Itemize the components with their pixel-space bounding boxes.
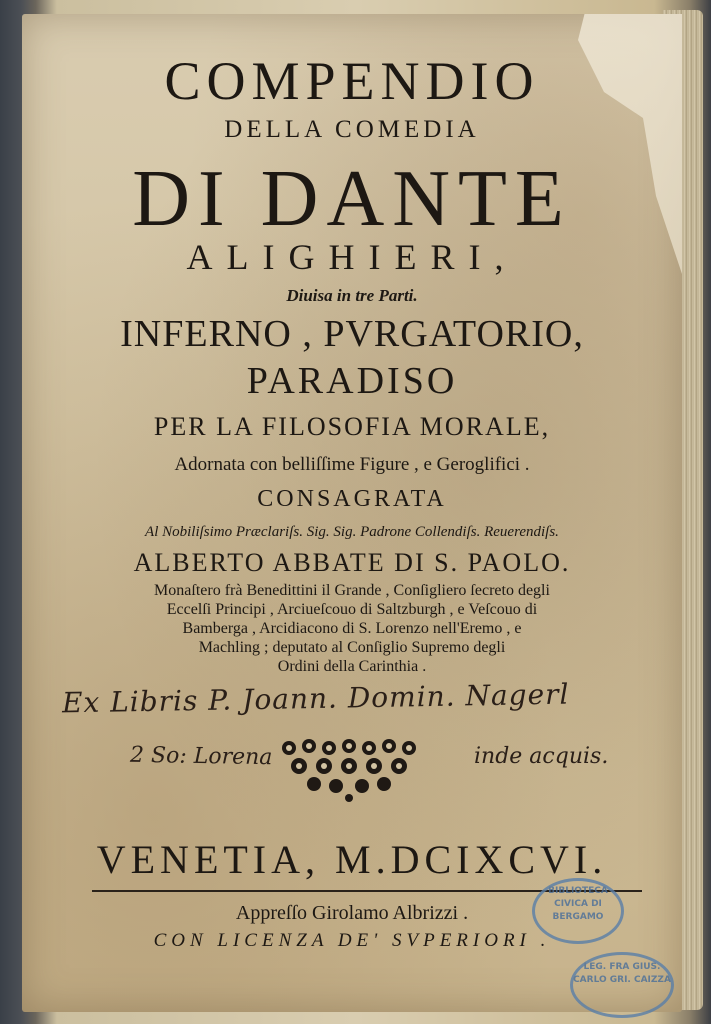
handwritten-note-left: 2 So: Lorena: [129, 742, 273, 771]
subtitle-inferno-purgatorio: INFERNO , PVRGATORIO,: [120, 313, 584, 355]
library-stamp: BIBLIOTECA CIVICA DI BERGAMO: [532, 878, 624, 944]
dedication-line-4: Machling ; deputato al Conſiglio Supremo degli: [198, 639, 506, 656]
subtitle-filosofia: PER LA FILOSOFIA MORALE,: [153, 412, 551, 441]
handwritten-ex-libris: Ex Libris P. Joann. Domin. Nagerl: [61, 677, 570, 720]
title-della-comedia: DELLA COMEDIA: [224, 116, 480, 143]
dedication-al-nobilissimo: Al Nobiliſsimo Præclariſs. Sig. Sig. Padrone Collendiſs. Reuerendiſs.: [145, 524, 559, 540]
dedication-line-3: Bamberga , Arcidiacono di S. Lorenzo nell'Eremo , e: [182, 620, 522, 637]
dedication-line-2: Eccelſi Principi , Arciueſcouo di Saltzburgh , e Veſcouo di: [166, 601, 538, 618]
dedication-line-5: Ordini della Carinthia .: [277, 658, 427, 675]
dedication-alberto: ALBERTO ABBATE DI S. PAOLO.: [133, 548, 571, 577]
dedication-line-1: Monaſtero frà Benedittini il Grande , Conſigliero ſecreto degli: [154, 582, 550, 599]
subtitle-paradiso: PARADISO: [246, 360, 458, 402]
imprint-license: CON LICENZA DE' SVPERIORI .: [153, 930, 551, 951]
subtitle-adornata: Adornata con belliſſime Figure , e Geroglifici .: [174, 454, 530, 475]
title-di-dante: DI DANTE: [132, 155, 572, 243]
title-page: [22, 14, 682, 1012]
title-alighieri: ALIGHIERI,: [186, 237, 518, 277]
subtitle-diuisa: Diuisa in tre Parti.: [286, 286, 418, 305]
legacy-stamp: LEG. FRA GIUS. CARLO GRI. CAIZZA: [570, 952, 674, 1018]
title-compendio: COMPENDIO: [164, 51, 540, 111]
printer-ornament-icon: [274, 728, 424, 802]
imprint-city-date: VENETIA, M.DCIXCVI.: [96, 837, 608, 882]
dedication-consagrata: CONSAGRATA: [257, 486, 447, 512]
imprint-publisher: Appreſſo Girolamo Albrizzi .: [235, 902, 469, 924]
handwritten-note-right: inde acquis.: [474, 744, 609, 769]
